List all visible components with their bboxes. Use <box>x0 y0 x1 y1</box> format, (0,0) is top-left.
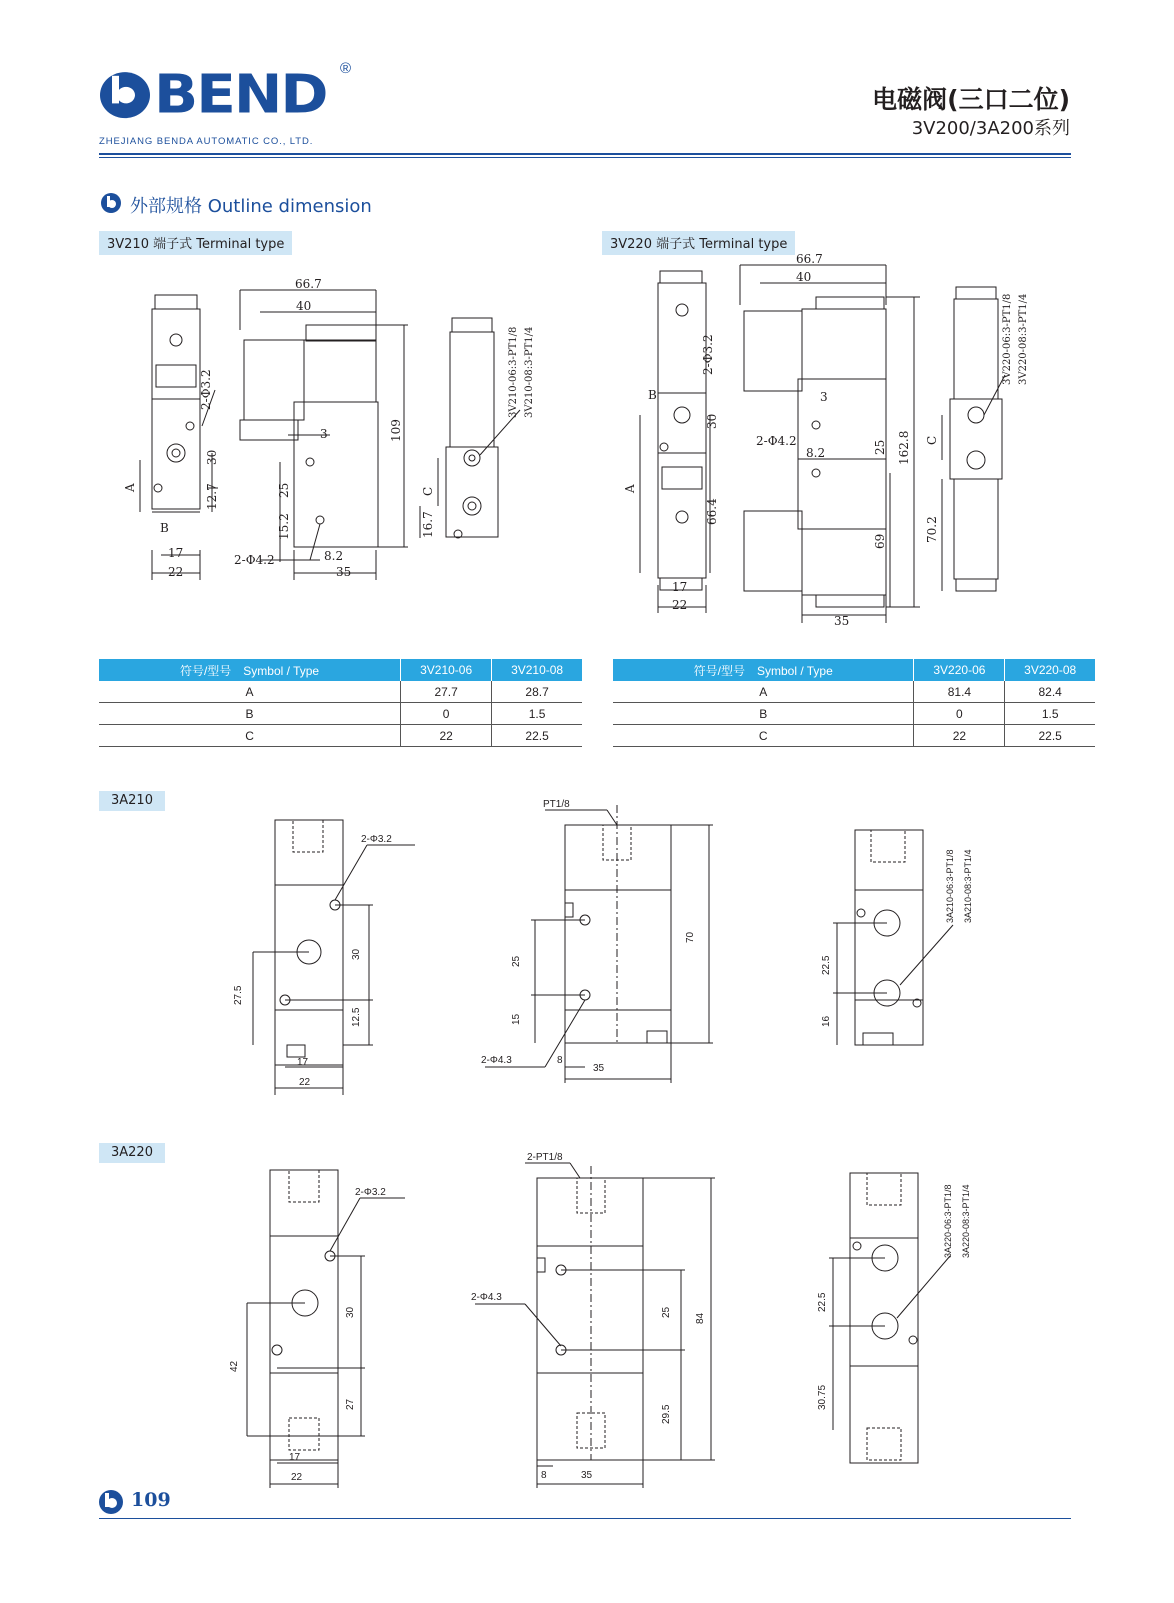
a220-dim-84: 84 <box>695 1312 706 1324</box>
a220-port: 2-PT1/8 <box>527 1152 563 1163</box>
v210-dim-35: 35 <box>336 565 352 579</box>
a220-dim-30-75: 30.75 <box>817 1384 828 1410</box>
v210-dim-8-2: 8.2 <box>324 549 344 563</box>
a210-dim-15: 15 <box>511 1013 522 1025</box>
table-3v210 <box>99 659 582 747</box>
logo-mark-icon <box>100 72 150 118</box>
a220-dim-30: 30 <box>345 1306 356 1318</box>
drawing-3a210 <box>233 799 1015 1105</box>
a210-port-08: 3A210-08:3-PT1/4 <box>963 849 973 923</box>
table-header-col: 3V220-08 <box>1005 659 1095 681</box>
table-header-row <box>613 659 1095 681</box>
v210-dim-109: 109 <box>389 419 403 442</box>
v210-sym-c: C <box>421 486 435 496</box>
v210-dim-25: 25 <box>277 482 291 498</box>
v220-sym-c: C <box>925 435 939 445</box>
footer-rule <box>99 1518 1071 1519</box>
v210-hole-phi42: 2-Φ4.2 <box>234 553 275 567</box>
a220-port-08: 3A220-08:3-PT1/4 <box>961 1184 971 1258</box>
drawing-3a220 <box>229 1152 1015 1488</box>
v220-dim-70-2: 70.2 <box>925 516 939 543</box>
v210-sym-a: A <box>123 483 137 492</box>
label-3v210: 3V210 端子式 Terminal type <box>99 231 292 255</box>
v220-dim-40: 40 <box>796 270 812 284</box>
table-row: B 0 1.5 <box>613 703 1095 725</box>
v210-hole-phi32: 2-Φ3.2 <box>199 369 213 410</box>
company-name: ZHEJIANG BENDA AUTOMATIC CO., LTD. <box>99 136 314 147</box>
table-3v220 <box>613 659 1095 747</box>
a210-hole-phi32: 2-Φ3.2 <box>361 834 392 845</box>
header-rule <box>99 153 1071 155</box>
v220-dim-66-7: 66.7 <box>796 252 823 266</box>
a220-port-06: 3A220-06:3-PT1/8 <box>943 1184 953 1258</box>
a210-dim-17: 17 <box>297 1057 309 1068</box>
table-header-symbol: 符号/型号 Symbol / Type <box>613 659 914 681</box>
a210-dim-70: 70 <box>685 931 696 943</box>
v220-hole-phi42: 2-Φ4.2 <box>756 434 797 448</box>
footer-logo-icon <box>99 1490 123 1514</box>
a210-hole-phi43: 2-Φ4.3 <box>481 1055 512 1066</box>
section-title: 外部规格 Outline dimension <box>130 196 372 217</box>
table-header-col: 3V220-06 <box>914 659 1005 681</box>
section-logo-icon <box>101 193 121 213</box>
a220-dim-29-5: 29.5 <box>661 1404 672 1424</box>
table-row: C 22 22.5 <box>99 725 582 747</box>
a220-dim-22: 22 <box>291 1472 303 1483</box>
table-row: A 81.4 82.4 <box>613 681 1095 703</box>
a220-dim-25: 25 <box>661 1306 672 1318</box>
a220-hole-phi43: 2-Φ4.3 <box>471 1292 502 1303</box>
v210-dim-16-7: 16.7 <box>421 511 435 538</box>
v220-dim-25: 25 <box>873 439 887 455</box>
a220-dim-8: 8 <box>541 1470 547 1481</box>
v220-dim-162-8: 162.8 <box>897 430 911 465</box>
label-3a220: 3A220 <box>99 1143 165 1163</box>
drawing-3v210 <box>120 270 580 590</box>
table-header-col: 3V210-08 <box>492 659 582 681</box>
v220-sym-a: A <box>623 484 637 493</box>
table-header-col: 3V210-06 <box>401 659 492 681</box>
series-title: 3V200/3A200系列 <box>911 118 1070 139</box>
registered-mark: ® <box>340 60 352 77</box>
table-header-row <box>99 659 582 681</box>
v220-port-08: 3V220-08:3-PT1/4 <box>1018 293 1029 385</box>
v210-dim-30: 30 <box>205 449 219 465</box>
a210-port-06: 3A210-06:3-PT1/8 <box>945 849 955 923</box>
a220-dim-27: 27 <box>345 1398 356 1410</box>
label-3a210: 3A210 <box>99 791 165 811</box>
v210-dim-3: 3 <box>320 427 328 441</box>
v210-port-06: 3V210-06:3-PT1/8 <box>508 326 519 418</box>
v210-dim-40: 40 <box>296 299 312 313</box>
table-row: B 0 1.5 <box>99 703 582 725</box>
a210-dim-8: 8 <box>557 1055 563 1066</box>
a210-dim-16: 16 <box>821 1015 832 1027</box>
a220-dim-35: 35 <box>581 1470 593 1481</box>
a210-dim-27-5: 27.5 <box>233 985 244 1005</box>
a210-dim-35: 35 <box>593 1063 605 1074</box>
a220-dim-22-5: 22.5 <box>817 1292 828 1312</box>
v220-port-06: 3V220-06:3-PT1/8 <box>1002 293 1013 385</box>
v210-dim-66-7: 66.7 <box>295 277 322 291</box>
v220-dim-8-2: 8.2 <box>806 446 826 460</box>
v210-port-08: 3V210-08:3-PT1/4 <box>524 326 535 418</box>
v220-dim-22: 22 <box>672 598 688 612</box>
v210-dim-22: 22 <box>168 565 184 579</box>
a210-dim-22: 22 <box>299 1077 311 1088</box>
a210-dim-25: 25 <box>511 955 522 967</box>
v220-dim-3: 3 <box>820 390 828 404</box>
brand-logo <box>100 62 327 126</box>
v210-sym-b: B <box>160 521 169 535</box>
v220-dim-35: 35 <box>834 614 850 628</box>
table-row: A 27.7 28.7 <box>99 681 582 703</box>
page-number: 109 <box>131 1489 171 1511</box>
v220-dim-66-4: 66.4 <box>705 498 719 525</box>
a210-dim-22-5: 22.5 <box>821 955 832 975</box>
a220-dim-42: 42 <box>229 1360 240 1372</box>
a210-dim-12-5: 12.5 <box>351 1007 362 1027</box>
v210-dim-17: 17 <box>168 546 184 560</box>
header-rule-thin <box>99 157 1071 158</box>
v220-dim-17: 17 <box>672 580 688 594</box>
label-3v220: 3V220 端子式 Terminal type <box>602 231 795 255</box>
v220-hole-phi32: 2-Φ3.2 <box>701 334 715 375</box>
v220-sym-b: B <box>648 388 657 402</box>
a210-dim-30: 30 <box>351 948 362 960</box>
drawing-3v220 <box>620 252 1080 635</box>
v210-dim-12-7: 12.7 <box>205 483 219 510</box>
v220-dim-30: 30 <box>705 413 719 429</box>
a220-dim-17: 17 <box>289 1452 301 1463</box>
v210-dim-15-2: 15.2 <box>277 513 291 540</box>
v220-dim-69: 69 <box>873 533 887 549</box>
a210-port: PT1/8 <box>543 799 570 810</box>
a220-hole-phi32: 2-Φ3.2 <box>355 1187 386 1198</box>
table-header-symbol: 符号/型号 Symbol / Type <box>99 659 401 681</box>
page-title: 电磁阀(三口二位) <box>872 85 1070 114</box>
table-row: C 22 22.5 <box>613 725 1095 747</box>
brand-name: BEND <box>154 62 327 126</box>
